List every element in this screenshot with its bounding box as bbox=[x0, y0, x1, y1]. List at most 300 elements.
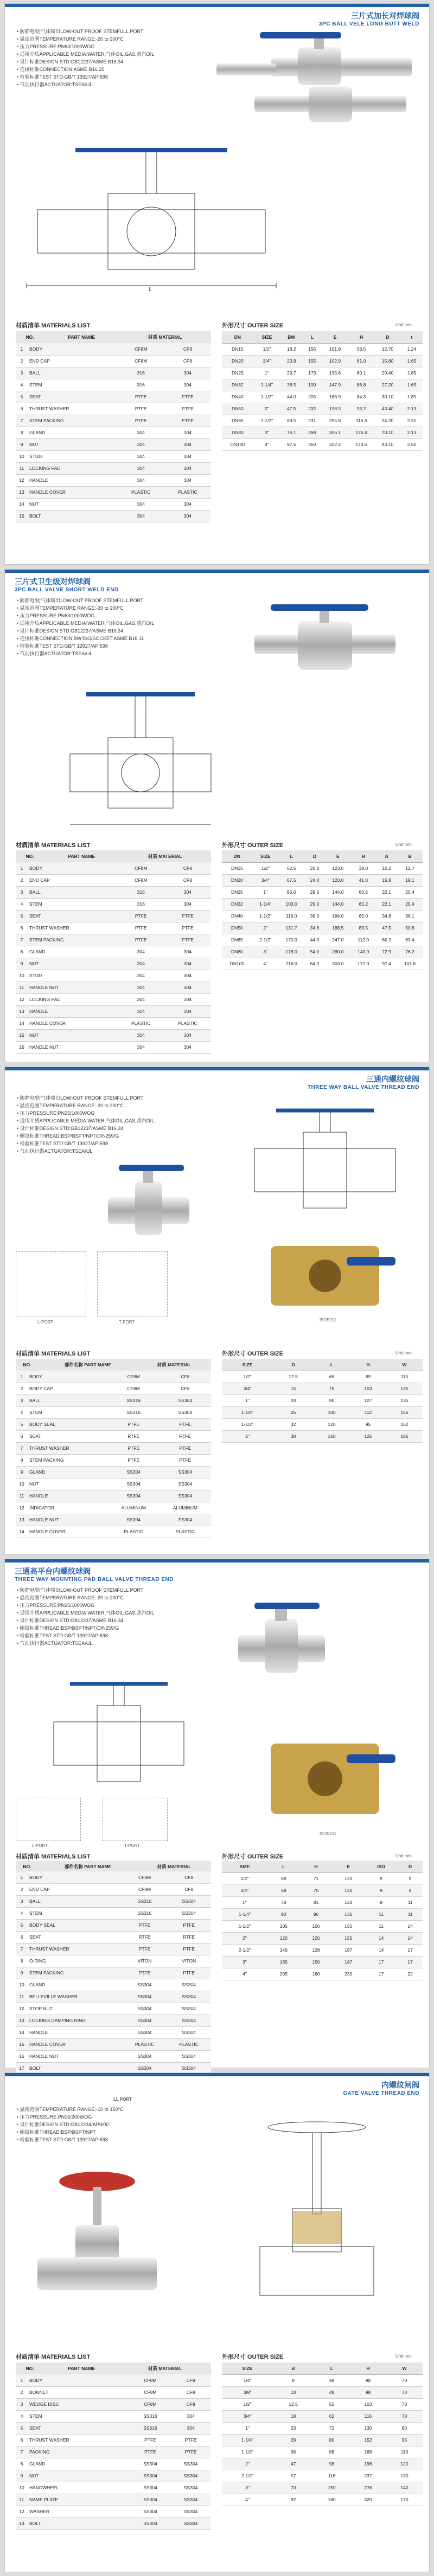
part-number: 4 bbox=[16, 379, 28, 391]
material-row bbox=[16, 450, 211, 462]
size-unit: Unit:mm bbox=[395, 1351, 412, 1355]
material-row bbox=[16, 498, 211, 510]
size-cell: 155 bbox=[302, 355, 322, 367]
size-cell: 1/2" bbox=[252, 862, 279, 874]
size-col-header: H bbox=[300, 1861, 333, 1873]
size-cell: 95 bbox=[386, 2434, 423, 2446]
size-cell: DN20 bbox=[222, 874, 252, 886]
size-cell: 237 bbox=[350, 2470, 386, 2482]
material-value: 304 bbox=[170, 2422, 211, 2434]
size-row bbox=[222, 2434, 423, 2446]
size-cell: 1/2" bbox=[222, 1873, 267, 1884]
size-table bbox=[222, 1861, 423, 1980]
size-col-header: L bbox=[302, 331, 322, 343]
spec-item: • 设计标准DESIGN STD:GB12237/ASME B16.34 bbox=[17, 58, 180, 66]
material-row bbox=[16, 1883, 211, 1895]
material-value: 304 bbox=[118, 1005, 164, 1017]
material-value: CF8M bbox=[118, 355, 164, 367]
size-cell: 47.5 bbox=[280, 403, 302, 415]
spec-item: • 设计标准DESIGN STD:GB12237/ASME B16.34 bbox=[17, 1617, 180, 1624]
part-number: 2 bbox=[16, 874, 28, 886]
material-value: CF8M bbox=[108, 1371, 159, 1383]
materials-rows bbox=[16, 2374, 211, 2530]
size-cell: 162 bbox=[386, 1418, 423, 1430]
spec-item: • 压力PRESSURE:PN25/1000WOG bbox=[17, 1109, 180, 1117]
size-cell: 47.5 bbox=[376, 922, 397, 934]
size-row bbox=[222, 1430, 423, 1442]
size-cell: 3/4" bbox=[222, 2410, 273, 2422]
part-number: 1 bbox=[16, 1371, 28, 1383]
title-en: 3PC BALL VALVE SHORT WELD END bbox=[15, 587, 119, 593]
port-label: T-PORT bbox=[119, 1320, 135, 1325]
size-cell: 29.0 bbox=[304, 886, 326, 898]
size-cell: 2-1/2" bbox=[222, 1944, 267, 1956]
material-value: PTFE bbox=[164, 922, 211, 934]
size-cell: DN32 bbox=[222, 898, 252, 910]
size-cell: 1" bbox=[222, 2422, 273, 2434]
size-cell: 100 bbox=[314, 1406, 350, 1418]
iso-pad-photo bbox=[238, 1722, 417, 1830]
spec-item: • 气动执行器ACTUATOR:TSEA/UL bbox=[17, 1147, 180, 1155]
part-name: STEM bbox=[28, 1907, 123, 1919]
size-cell: 1.24 bbox=[401, 343, 423, 355]
part-number: 16 bbox=[16, 2050, 28, 2062]
size-cell: 1/2" bbox=[222, 2398, 273, 2410]
size-row bbox=[222, 2446, 423, 2458]
size-cell: 25.4 bbox=[397, 886, 423, 898]
size-cell: 9 bbox=[365, 1884, 398, 1896]
size-cell: DN65 bbox=[222, 415, 253, 427]
size-cell: 2" bbox=[222, 1430, 273, 1442]
part-number: 2 bbox=[16, 1883, 28, 1895]
materials-table bbox=[16, 850, 211, 863]
size-header-row bbox=[222, 2362, 423, 2374]
size-cell: 72 bbox=[314, 2422, 350, 2434]
part-number: 11 bbox=[16, 1490, 28, 1502]
part-name: BODY SEAL bbox=[28, 1418, 108, 1430]
size-cell: 120 bbox=[267, 1932, 300, 1944]
material-value: 304 bbox=[170, 2410, 211, 2422]
material-row bbox=[16, 2517, 211, 2529]
material-value: PLASTIC bbox=[118, 486, 164, 498]
size-row bbox=[222, 1908, 423, 1920]
size-cell: 12.70 bbox=[374, 343, 401, 355]
material-row bbox=[16, 474, 211, 486]
size-row bbox=[222, 355, 423, 367]
material-value: SS316 bbox=[123, 1907, 167, 1919]
part-name: BOLT bbox=[28, 2062, 123, 2074]
material-value: PTFE bbox=[130, 2446, 171, 2458]
section-gate-valve bbox=[4, 2073, 430, 2572]
material-value: PTFE bbox=[164, 910, 211, 922]
col-header: PART NAME bbox=[44, 850, 119, 862]
part-number: 2 bbox=[16, 1383, 28, 1394]
size-col-header: H bbox=[350, 1359, 386, 1371]
material-value: 304 bbox=[164, 993, 211, 1005]
size-cell: 67.5 bbox=[279, 874, 304, 886]
material-row bbox=[16, 1979, 211, 1991]
part-number: 16 bbox=[16, 1041, 28, 1053]
iso-label: ISO5211 bbox=[320, 1318, 336, 1322]
size-cell: 80 bbox=[314, 2434, 350, 2446]
material-row bbox=[16, 1895, 211, 1907]
size-cell: 10.2 bbox=[376, 862, 397, 874]
part-name: HANDWHEEL bbox=[28, 2482, 130, 2494]
part-name: STEM PACKING bbox=[28, 934, 118, 946]
size-cell: 187 bbox=[332, 1944, 365, 1956]
size-cell: 76.1 bbox=[280, 427, 302, 438]
size-row bbox=[222, 862, 423, 874]
material-value: CF8M bbox=[130, 2374, 171, 2386]
size-col-header: W bbox=[386, 2362, 423, 2374]
material-value: 304 bbox=[164, 1005, 211, 1017]
size-col-header: B bbox=[397, 850, 423, 862]
material-value: CF8M bbox=[118, 874, 164, 886]
part-number: 6 bbox=[16, 1931, 28, 1943]
part-number: 4 bbox=[16, 2410, 28, 2422]
material-value: CF8 bbox=[167, 1871, 211, 1883]
size-row bbox=[222, 1896, 423, 1908]
spec-item: • 检验标准TEST STD:GB/T 13927/API598 bbox=[17, 2136, 180, 2144]
col-header: NO. bbox=[16, 850, 44, 862]
part-number: 8 bbox=[16, 1454, 28, 1466]
part-name: THRUST WASHER bbox=[28, 2434, 130, 2446]
size-cell: 255.8 bbox=[322, 415, 348, 427]
size-cell: 3" bbox=[222, 1956, 267, 1968]
spec-item: • 防静电/防气体喷出LOW-OUT PROOF STEMFULL PORT bbox=[17, 1094, 180, 1102]
size-cell: 320 bbox=[350, 2494, 386, 2506]
size-cell: 4" bbox=[222, 2494, 273, 2506]
size-cell: 22.1 bbox=[376, 898, 397, 910]
material-value: 304 bbox=[118, 510, 164, 522]
size-cell: 14 bbox=[398, 1920, 423, 1932]
size-cell: DN50 bbox=[222, 403, 253, 415]
material-value: CF8M bbox=[130, 2398, 171, 2410]
material-value: SS304 bbox=[159, 1478, 211, 1490]
size-cell: 180 bbox=[314, 2494, 350, 2506]
material-value: SS304 bbox=[159, 1490, 211, 1502]
part-name: BOLT bbox=[28, 510, 118, 522]
size-cell: 38.1 bbox=[397, 910, 423, 922]
size-row bbox=[222, 1383, 423, 1394]
part-name: SEAT bbox=[28, 910, 118, 922]
part-number: 13 bbox=[16, 1514, 28, 1526]
size-cell: 9 bbox=[398, 1873, 423, 1884]
t-port-diagram bbox=[97, 1251, 168, 1316]
size-col-header: E bbox=[322, 331, 348, 343]
spec-item: • 适用介质APPLICABLE MEDIA:WATER,气体OIL,GAS,蒸汽OIL bbox=[17, 1117, 180, 1125]
size-cell: 17 bbox=[365, 1956, 398, 1968]
size-cell: 83.10 bbox=[374, 438, 401, 450]
part-number: 15 bbox=[16, 2038, 28, 2050]
size-cell: 123.0 bbox=[325, 862, 350, 874]
size-cell: DN40 bbox=[222, 910, 252, 922]
part-name: BALL bbox=[28, 1895, 123, 1907]
title-en: 3PC BALL VELE LONG BUTT WELD bbox=[319, 21, 419, 27]
size-cell: 12.5 bbox=[273, 2398, 314, 2410]
size-cell: 1-1/2" bbox=[222, 1920, 267, 1932]
part-number: 7 bbox=[16, 934, 28, 946]
material-row bbox=[16, 1394, 211, 1406]
size-cell: 89 bbox=[350, 1371, 386, 1383]
size-row bbox=[222, 2482, 423, 2494]
material-value: 304 bbox=[164, 1029, 211, 1041]
size-cell: 20 bbox=[273, 1394, 314, 1406]
material-row bbox=[16, 1017, 211, 1029]
material-value: VITON bbox=[123, 1955, 167, 1967]
section-mounting-pad bbox=[4, 1559, 430, 2071]
size-cell: DN65 bbox=[222, 934, 252, 946]
size-cell: 147.9 bbox=[322, 379, 348, 391]
size-cell: 98 bbox=[350, 2386, 386, 2398]
material-row bbox=[16, 1430, 211, 1442]
part-name: PACKING bbox=[28, 2446, 130, 2458]
spec-item: • 气动执行器ACTUATOR:TSEA/UL bbox=[17, 1639, 180, 1647]
material-value: SS304 bbox=[123, 2062, 167, 2074]
size-cell: 60.2 bbox=[350, 886, 376, 898]
size-cell: 57 bbox=[273, 2470, 314, 2482]
size-cell: 1-1/4" bbox=[222, 1908, 267, 1920]
material-row bbox=[16, 403, 211, 415]
material-value: RTFE bbox=[167, 1931, 211, 1943]
size-cell: 3/4" bbox=[253, 355, 281, 367]
material-row bbox=[16, 1991, 211, 2003]
material-row bbox=[16, 946, 211, 958]
size-col-header: D bbox=[273, 1359, 314, 1371]
material-value: SS304 bbox=[167, 2050, 211, 2062]
size-cell: 322.2 bbox=[322, 438, 348, 450]
size-cell: 112 bbox=[350, 1406, 386, 1418]
size-cell: 95 bbox=[350, 1418, 386, 1430]
size-cell: 231 bbox=[302, 415, 322, 427]
size-cell: 1-1/2" bbox=[222, 1418, 273, 1430]
size-cell: 135 bbox=[332, 1908, 365, 1920]
material-value: CF8M bbox=[123, 1871, 167, 1883]
part-number: 4 bbox=[16, 1406, 28, 1418]
size-cell: DN100 bbox=[222, 438, 253, 450]
size-cell: 152 bbox=[350, 2434, 386, 2446]
material-value: 316 bbox=[118, 886, 164, 898]
size-cell: 150 bbox=[300, 1956, 333, 1968]
spec-item: • 检验标准TEST STD:GB/T 13927/API598 bbox=[17, 1632, 180, 1639]
part-name: STEM PACKING bbox=[28, 415, 118, 427]
size-cell: DN20 bbox=[222, 355, 253, 367]
part-name: BALL bbox=[28, 1394, 108, 1406]
spec-list bbox=[17, 2106, 180, 2144]
size-cell: 14 bbox=[365, 1944, 398, 1956]
material-row bbox=[16, 1907, 211, 1919]
material-row bbox=[16, 2434, 211, 2446]
material-value: 304 bbox=[164, 946, 211, 958]
section-title bbox=[319, 10, 419, 27]
size-cell: 1.85 bbox=[401, 367, 423, 379]
part-name: STUD bbox=[28, 450, 118, 462]
material-value: SS304 bbox=[123, 2050, 167, 2062]
size-cell: 115 bbox=[386, 1371, 423, 1383]
size-cell: 155 bbox=[386, 1406, 423, 1418]
material-value: SS316 bbox=[130, 2422, 171, 2434]
size-row bbox=[222, 1873, 423, 1884]
part-number: 5 bbox=[16, 910, 28, 922]
size-cell: 44.0 bbox=[304, 934, 326, 946]
size-cell: 168 bbox=[350, 2446, 386, 2458]
size-cell: 1" bbox=[222, 1394, 273, 1406]
product-photo bbox=[86, 1159, 206, 1246]
part-number: 13 bbox=[16, 2517, 28, 2529]
part-name: THRUST WASHER bbox=[28, 922, 118, 934]
size-cell: 71 bbox=[300, 1873, 333, 1884]
size-cell: 4" bbox=[222, 1968, 267, 1980]
material-value: SS304 bbox=[123, 1979, 167, 1991]
part-number: 7 bbox=[16, 2446, 28, 2458]
part-number: 9 bbox=[16, 958, 28, 970]
size-row bbox=[222, 2470, 423, 2482]
part-name: HANDLE NUT bbox=[28, 1041, 118, 1053]
part-number: 5 bbox=[16, 391, 28, 403]
size-cell: 61.0 bbox=[348, 355, 375, 367]
part-number: 3 bbox=[16, 886, 28, 898]
size-cell: 103 bbox=[350, 2398, 386, 2410]
size-col-header: d bbox=[273, 2362, 314, 2374]
materials-table bbox=[16, 1359, 211, 1371]
size-cell: 173 bbox=[302, 367, 322, 379]
size-cell: 39.0 bbox=[304, 910, 326, 922]
port-tag: LL PORT bbox=[113, 2097, 132, 2102]
material-value: SS304 bbox=[130, 2506, 171, 2517]
part-number: 9 bbox=[16, 1466, 28, 1478]
size-cell: DN15 bbox=[222, 343, 253, 355]
size-cell: 120 bbox=[332, 1896, 365, 1908]
size-row bbox=[222, 2398, 423, 2410]
material-value: SS316 bbox=[108, 1394, 159, 1406]
size-cell: 196 bbox=[350, 2458, 386, 2470]
title-cn: 三片式卫生级对焊球阀 bbox=[15, 577, 91, 586]
material-value: SS304 bbox=[167, 1907, 211, 1919]
part-number: 5 bbox=[16, 2422, 28, 2434]
size-col-header: L bbox=[314, 1359, 350, 1371]
part-name: HANDLE bbox=[28, 474, 118, 486]
size-row bbox=[222, 898, 423, 910]
size-cell: DN100 bbox=[222, 958, 252, 970]
part-number: 2 bbox=[16, 355, 28, 367]
material-value: 304 bbox=[164, 982, 211, 993]
part-number: 10 bbox=[16, 450, 28, 462]
material-value: PTFE bbox=[170, 2446, 211, 2458]
part-number: 12 bbox=[16, 2003, 28, 2015]
part-name: STEM bbox=[28, 898, 118, 910]
size-cell: 22 bbox=[398, 1968, 423, 1980]
part-number: 10 bbox=[16, 1979, 28, 1991]
material-value: PTFE bbox=[164, 934, 211, 946]
size-row bbox=[222, 1968, 423, 1980]
size-cell: 100 bbox=[300, 1920, 333, 1932]
size-cell: 4" bbox=[252, 958, 279, 970]
material-value: 304 bbox=[118, 958, 164, 970]
size-row bbox=[222, 415, 423, 427]
size-col-header: SIZE bbox=[253, 331, 281, 343]
spec-item: • 压力PRESSURE:PN16/200WOG bbox=[17, 2113, 180, 2121]
size-cell: 155 bbox=[332, 1932, 365, 1944]
material-value: SS304 bbox=[170, 2482, 211, 2494]
material-value: 304 bbox=[118, 1041, 164, 1053]
size-cell: 65.0 bbox=[350, 910, 376, 922]
material-value: SS304 bbox=[130, 2494, 171, 2506]
size-cell: 54.0 bbox=[304, 946, 326, 958]
size-cell: 24.0 bbox=[304, 874, 326, 886]
size-cell: 168.9 bbox=[322, 391, 348, 403]
size-cell: 101.6 bbox=[397, 958, 423, 970]
size-cell: DN25 bbox=[222, 367, 253, 379]
part-name: SEAT bbox=[28, 1931, 123, 1943]
material-row bbox=[16, 874, 211, 886]
size-unit: Unit:mm bbox=[395, 2354, 412, 2359]
part-name: STEM PACKING bbox=[28, 1454, 108, 1466]
part-number: 11 bbox=[16, 982, 28, 993]
t-port-diagram bbox=[103, 1798, 168, 1841]
section-title bbox=[15, 1566, 174, 1583]
material-value: PLASTIC bbox=[164, 1017, 211, 1029]
title-cn: 三片式加长对焊球阀 bbox=[351, 11, 419, 20]
size-cell: 90 bbox=[267, 1908, 300, 1920]
part-name: THRUST WASHER bbox=[28, 1442, 108, 1454]
spec-item: • 连接标准CONNECTION:ASME B16.25 bbox=[17, 66, 180, 73]
material-value: PTFE bbox=[159, 1418, 211, 1430]
size-cell: 11 bbox=[398, 1908, 423, 1920]
material-value: PTFE bbox=[118, 415, 164, 427]
size-cell: 350 bbox=[302, 438, 322, 450]
materials-table bbox=[16, 331, 211, 344]
material-row bbox=[16, 982, 211, 993]
size-cell: 144.0 bbox=[325, 886, 350, 898]
size-cell: 18.2 bbox=[280, 343, 302, 355]
size-col-header: SIZE bbox=[222, 2362, 273, 2374]
size-col-header: SIZE bbox=[252, 850, 279, 862]
part-number: 13 bbox=[16, 2015, 28, 2026]
size-header-row bbox=[222, 1861, 423, 1873]
size-row bbox=[222, 343, 423, 355]
material-value: 304 bbox=[164, 498, 211, 510]
material-row bbox=[16, 1514, 211, 1526]
part-name: BODY bbox=[28, 1371, 108, 1383]
size-cell: 25.4 bbox=[397, 898, 423, 910]
size-cell: 29.7 bbox=[280, 367, 302, 379]
part-number: 14 bbox=[16, 498, 28, 510]
size-cell: 97.4 bbox=[376, 958, 397, 970]
material-value: PTFE bbox=[164, 403, 211, 415]
size-cell: 20.0 bbox=[304, 862, 326, 874]
size-cell: 9 bbox=[365, 1896, 398, 1908]
section-short-weld bbox=[4, 569, 430, 1062]
material-value: PTFE bbox=[170, 2434, 211, 2446]
size-cell: 69.5 bbox=[280, 415, 302, 427]
part-name: GLAND bbox=[28, 427, 118, 438]
size-cell: 70 bbox=[386, 2386, 423, 2398]
material-value: CF8 bbox=[170, 2386, 211, 2398]
size-cell: DN80 bbox=[222, 427, 253, 438]
part-number: 1 bbox=[16, 343, 28, 355]
size-cell: 268 bbox=[302, 427, 322, 438]
material-value: 304 bbox=[164, 379, 211, 391]
size-cell: 135 bbox=[386, 1394, 423, 1406]
part-name: BOLT bbox=[28, 2517, 130, 2529]
spec-item: • 气动执行器ACTUATOR:TSEA/UL bbox=[17, 81, 180, 88]
size-row bbox=[222, 438, 423, 450]
size-cell: 90 bbox=[300, 1908, 333, 1920]
spec-item: • 检验标准TEST STD:GB/T 13927/API598 bbox=[17, 642, 180, 650]
spec-item: • 压力PRESSURE:PN63/1000WOG bbox=[17, 612, 180, 619]
material-value: SS304 bbox=[167, 2003, 211, 2015]
material-row bbox=[16, 343, 211, 355]
